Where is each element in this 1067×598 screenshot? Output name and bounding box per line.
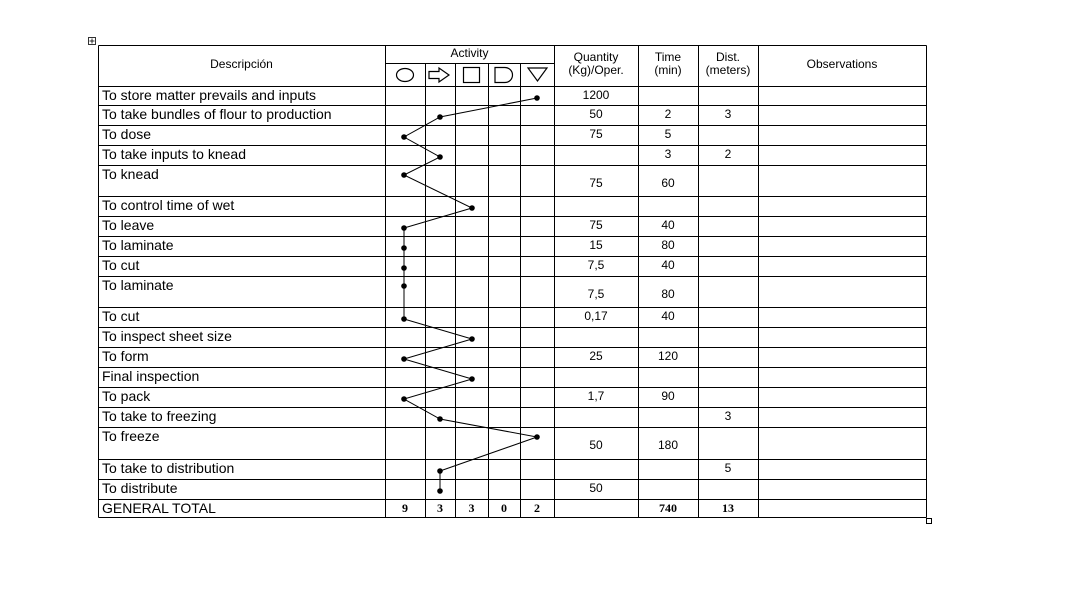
row-dist: 3 bbox=[724, 107, 732, 121]
row-quantity: 50 bbox=[589, 438, 603, 452]
row-description: To pack bbox=[102, 388, 151, 404]
row-dist: 2 bbox=[724, 147, 732, 161]
row-description: To control time of wet bbox=[102, 197, 235, 213]
total-delays: 0 bbox=[501, 501, 507, 515]
row-description: To inspect sheet size bbox=[102, 328, 232, 344]
row-description: To dose bbox=[102, 126, 152, 142]
row-quantity: 1,7 bbox=[587, 389, 605, 403]
header-description: Descripción bbox=[210, 58, 273, 71]
row-quantity: 75 bbox=[589, 176, 603, 190]
row-description: To knead bbox=[102, 166, 159, 182]
total-time: 740 bbox=[659, 501, 677, 515]
row-description: To distribute bbox=[102, 480, 178, 496]
row-description: To cut bbox=[102, 308, 140, 324]
row-quantity: 75 bbox=[589, 127, 603, 141]
row-description: To store matter prevails and inputs bbox=[102, 87, 316, 103]
row-time: 40 bbox=[661, 309, 675, 323]
row-time: 3 bbox=[664, 147, 672, 161]
flow-point bbox=[534, 434, 540, 440]
flow-point bbox=[401, 356, 407, 362]
row-time: 180 bbox=[657, 438, 679, 452]
row-dist: 3 bbox=[724, 409, 732, 423]
row-description: To take inputs to knead bbox=[102, 146, 246, 162]
flow-point bbox=[469, 205, 475, 211]
total-dist: 13 bbox=[722, 501, 734, 515]
row-time: 80 bbox=[661, 238, 675, 252]
total-transports: 3 bbox=[437, 501, 443, 515]
header-time-line2: (min) bbox=[654, 63, 682, 77]
row-quantity: 1200 bbox=[582, 88, 610, 102]
total-label: GENERAL TOTAL bbox=[102, 500, 216, 516]
row-description: To take bundles of flour to production bbox=[102, 106, 332, 122]
row-description: To leave bbox=[102, 217, 155, 233]
row-quantity: 7,5 bbox=[587, 287, 605, 301]
header-time-line1: Time bbox=[654, 51, 682, 64]
flow-point bbox=[437, 114, 443, 120]
row-quantity: 25 bbox=[589, 349, 603, 363]
row-time: 80 bbox=[661, 287, 675, 301]
row-quantity: 0,17 bbox=[584, 309, 608, 323]
total-operations: 9 bbox=[402, 501, 408, 515]
row-description: To form bbox=[102, 348, 149, 364]
row-description: To take to distribution bbox=[102, 460, 235, 476]
row-description: To laminate bbox=[102, 277, 174, 293]
flow-point bbox=[469, 376, 475, 382]
row-time: 60 bbox=[661, 176, 675, 190]
flow-point bbox=[401, 225, 407, 231]
row-quantity: 50 bbox=[589, 107, 603, 121]
row-dist: 5 bbox=[724, 461, 732, 475]
total-storages: 2 bbox=[534, 501, 540, 515]
header-quantity-line2: (Kg)/Oper. bbox=[568, 63, 624, 77]
flow-point bbox=[469, 336, 475, 342]
row-time: 5 bbox=[664, 127, 672, 141]
row-quantity: 15 bbox=[589, 238, 603, 252]
row-description: To cut bbox=[102, 257, 140, 273]
row-quantity: 50 bbox=[589, 481, 603, 495]
row-quantity: 7,5 bbox=[587, 258, 605, 272]
row-description: To take to freezing bbox=[102, 408, 217, 424]
header-dist-line1: Dist. bbox=[716, 51, 740, 64]
row-description: To freeze bbox=[102, 428, 160, 444]
total-inspections: 3 bbox=[468, 501, 475, 515]
flow-point bbox=[401, 172, 407, 178]
flow-point bbox=[401, 283, 407, 289]
header-quantity-line1: Quantity bbox=[573, 51, 619, 64]
flow-point bbox=[401, 245, 407, 251]
row-time: 90 bbox=[661, 389, 675, 403]
flow-connector-line bbox=[404, 98, 537, 491]
flow-point bbox=[437, 416, 443, 422]
flow-point bbox=[401, 265, 407, 271]
row-time: 40 bbox=[661, 258, 675, 272]
row-time: 40 bbox=[661, 218, 675, 232]
header-dist-line2: (meters) bbox=[705, 63, 751, 77]
row-time: 120 bbox=[657, 349, 679, 363]
row-description: Final inspection bbox=[102, 368, 200, 384]
flow-point bbox=[437, 468, 443, 474]
flow-point bbox=[401, 316, 407, 322]
flow-point bbox=[401, 396, 407, 402]
header-activity: Activity bbox=[450, 47, 489, 60]
flow-point bbox=[437, 154, 443, 160]
header-observations: Observations bbox=[806, 58, 878, 71]
row-time: 2 bbox=[664, 107, 672, 121]
flow-point bbox=[437, 488, 443, 494]
flow-point bbox=[401, 134, 407, 140]
row-quantity: 75 bbox=[589, 218, 603, 232]
row-description: To laminate bbox=[102, 237, 174, 253]
flow-point bbox=[534, 95, 540, 101]
